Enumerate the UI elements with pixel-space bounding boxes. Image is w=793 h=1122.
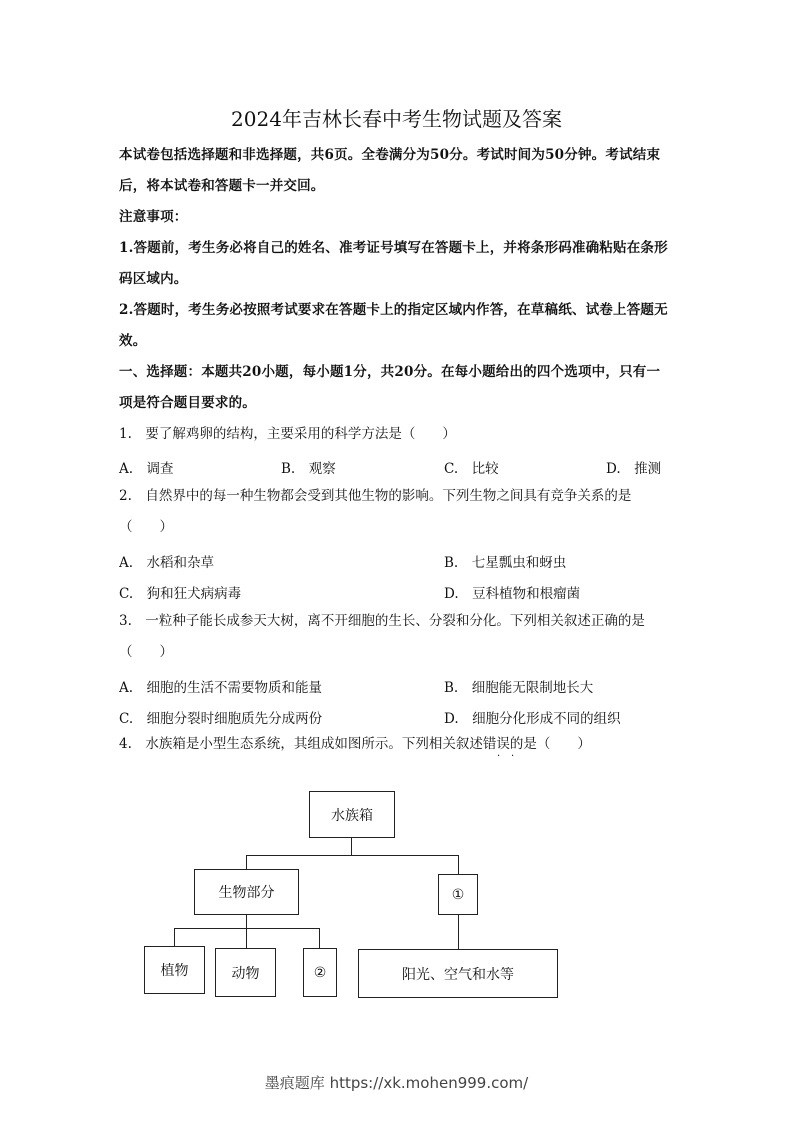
- intro-text: 本试卷包括选择题和非选择题，共6页。全卷满分为50分。考试时间为50分钟。考试结束后，将本试卷和答题卡一并交回。: [119, 147, 661, 194]
- connector-line: [246, 928, 247, 948]
- question-2-option-d: D. 豆科植物和根瘤菌: [444, 586, 581, 602]
- connector-line: [319, 928, 320, 948]
- diagram-box-plant: 植物: [144, 946, 205, 994]
- question-2-option-b: B. 七星瓢虫和蚜虫: [444, 555, 567, 571]
- question-3-option-a: A. 细胞的生活不需要物质和能量: [119, 680, 323, 696]
- connector-line: [458, 855, 459, 874]
- section-heading: 一、选择题：本题共20小题，每小题1分，共20分。在每小题给出的四个选项中，只有一项是符合题目要求的。: [119, 364, 661, 411]
- connector-line: [246, 855, 458, 856]
- question-3-option-d: D. 细胞分化形成不同的组织: [444, 711, 621, 727]
- question-1-option-c: C. 比较: [444, 461, 499, 477]
- question-1-stem: 1. 要了解鸡卵的结构，主要采用的科学方法是（ ）: [119, 426, 456, 442]
- question-1-option-d: D. 推测: [606, 461, 662, 477]
- diagram-box-abiotic: ①: [438, 874, 478, 915]
- page-title: 2024年吉林长春中考生物试题及答案: [231, 107, 562, 131]
- question-3-stem: 3. 一粒种子能长成参天大树，离不开细胞的生长、分裂和分化。下列相关叙述正确的是（ ）: [119, 613, 645, 660]
- connector-line: [246, 914, 247, 928]
- connector-line: [174, 928, 320, 929]
- question-3-option-b: B. 细胞能无限制地长大: [444, 680, 594, 696]
- emphasis-dot: ·: [511, 751, 515, 762]
- diagram-box-aquarium: 水族箱: [309, 791, 395, 838]
- question-3-option-c: C. 细胞分裂时细胞质先分成两份: [119, 711, 323, 727]
- question-2-stem: 2. 自然界中的每一种生物都会受到其他生物的影响。下列生物之间具有竞争关系的是（ ）: [119, 488, 632, 535]
- question-2-option-a: A. 水稻和杂草: [119, 555, 215, 571]
- question-4-stem: 4. 水族箱是小型生态系统，其组成如图所示。下列相关叙述错误的是（ ）: [119, 736, 591, 752]
- notice-item-1: 1.答题前，考生务必将自己的姓名、准考证号填写在答题卡上，并将条形码准确粘贴在条形码区域内。: [119, 240, 668, 287]
- notice-heading: 注意事项：: [119, 209, 188, 225]
- connector-line: [174, 928, 175, 946]
- diagram-box-biotic: 生物部分: [194, 869, 299, 915]
- diagram-box-decomposer: ②: [303, 948, 337, 997]
- connector-line: [246, 855, 247, 869]
- diagram-box-animal: 动物: [215, 948, 276, 997]
- emphasis-dot: ·: [497, 751, 501, 762]
- footer-watermark: 墨痕题库 https://xk.mohen999.com/: [264, 1074, 529, 1092]
- question-1-option-a: A. 调查: [119, 461, 174, 477]
- connector-line: [458, 914, 459, 949]
- notice-item-2: 2.答题时，考生务必按照考试要求在答题卡上的指定区域内作答，在草稿纸、试卷上答题无效。: [119, 302, 668, 349]
- question-1-option-b: B. 观察: [281, 461, 336, 477]
- diagram-box-environment: 阳光、空气和水等: [358, 949, 558, 998]
- question-2-option-c: C. 狗和狂犬病病毒: [119, 586, 242, 602]
- connector-line: [351, 837, 352, 855]
